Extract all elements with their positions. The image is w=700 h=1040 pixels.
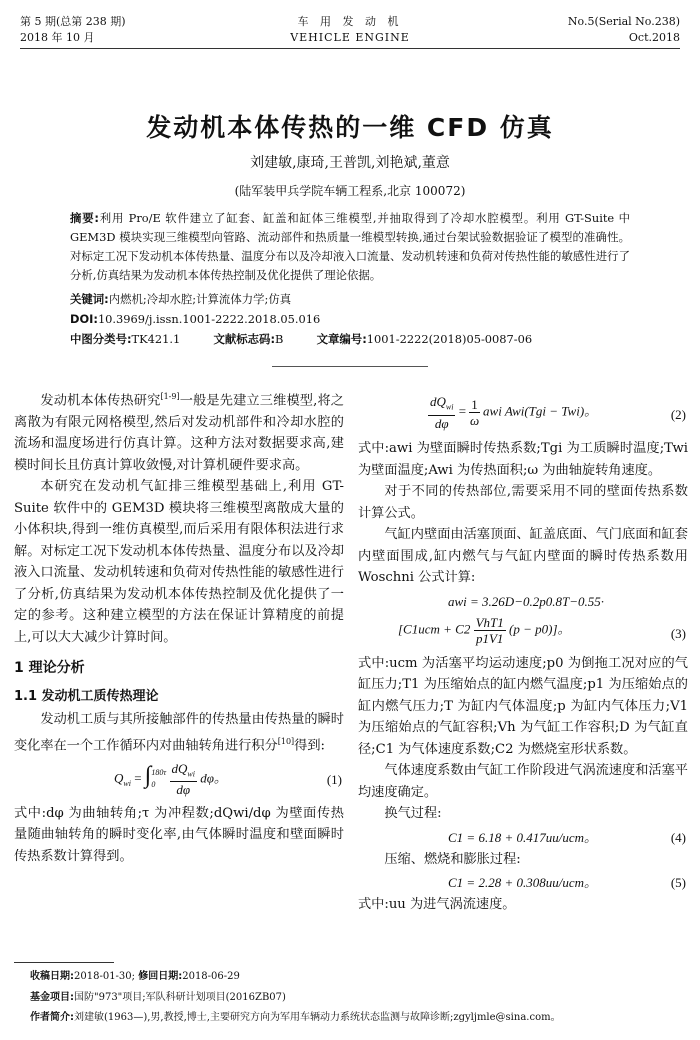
eq2-f-num: 1 — [471, 396, 478, 412]
received-label: 收稿日期: — [30, 971, 74, 982]
eq1-num: dQ — [171, 760, 188, 776]
doi-text: 10.3969/j.issn.1001-2222.2018.05.016 — [97, 312, 321, 326]
date-cn: 2018 年 10 月 — [20, 31, 95, 44]
eq4-body: C1 = 6.18 + 0.417uu/ucm。 — [448, 829, 597, 845]
abstract-label: 摘要: — [70, 211, 99, 225]
intro-paragraph-2: 本研究在发动机气缸排三维模型基础上,利用 GT-Suite 软件中的 GEM3D 模块将三维模型离散成大量的小体积块,得到一维仿真模型,而后采用有限体积法进行求解。对标定工况下发动机本体传热量、温度分布以及冷却液入口流量、发动机转速和负荷对传热性能的敏感性进行了分析,仿真结果为发动机本体传热控制及优化提供了一定的参考。这种建立模型的方法在保证计算精度的前提上,可以大大减少计算时间。 — [14, 479, 344, 645]
citation-1: [1-9] — [160, 392, 180, 401]
citation-10: [10] — [277, 736, 295, 746]
fund-text: 国防"973"项目;军队科研计划项目(2016ZB07) — [74, 992, 286, 1003]
left-column — [14, 386, 344, 867]
paragraph-p9: 气体速度系数由气缸工作阶段进气涡流速度和活塞平均速度确定。 — [358, 763, 688, 800]
theory-paragraph — [14, 709, 344, 756]
received-date: 2018-01-30; — [74, 971, 136, 982]
affiliation: (陆军装甲兵学院车辆工程系,北京 100072) — [234, 184, 466, 198]
eq1-tail: dφ。 — [200, 770, 227, 786]
doc-code-value: B — [275, 332, 284, 346]
keywords — [70, 290, 630, 309]
article-id-value: 1001-2222(2018)05-0087-06 — [366, 332, 533, 346]
paper-title: 发动机本体传热的一维 CFD 仿真 — [146, 113, 554, 142]
article-id-label: 文章编号: — [316, 332, 367, 346]
eq2-number: (2) — [670, 407, 686, 422]
abstract-text: 利用 Pro/E 软件建立了缸套、缸盖和缸体三维模型,并抽取得到了冷却水腔模型。利用 GT-Suite 中 GEM3D 模块实现三维模型向管路、流动部件和热质量一维模型转换,通过台架试验数据验证了模型的准确性。对标定工况下发动机本体传热量、温度分布以及冷却液入口流量、发动机转速和负荷对传热性能的敏感性进行了分析,仿真结果为发动机本体传热控制及优化提供了理论依据。 — [70, 211, 630, 282]
date-en: Oct.2018 — [628, 31, 680, 44]
equation-2 — [358, 392, 688, 438]
eq4-number: (4) — [670, 829, 686, 845]
eq1-integral: ∫ — [144, 762, 152, 789]
eq1-upper: 180τ — [151, 768, 167, 778]
p3-text-a: 发动机工质与其所接触部件的传热量由传热量的瞬时变化率在一个工作循环内对曲轴转角进行积分 — [14, 712, 344, 754]
footnote-divider — [14, 962, 114, 963]
header-right — [568, 14, 680, 46]
p1-text-a: 发动机本体传热研究 — [40, 393, 161, 409]
eq1-number: (1) — [326, 771, 342, 787]
paragraph-p11: 压缩、燃烧和膨胀过程: — [384, 851, 521, 867]
journal-en: VEHICLE ENGINE — [290, 31, 410, 44]
paragraph-p10: 换气过程: — [384, 806, 442, 821]
clc-label: 中图分类号: — [70, 332, 132, 346]
doi-label: DOI: — [70, 312, 98, 326]
doi — [70, 310, 630, 329]
revised-label: 修回日期: — [138, 971, 183, 982]
eq5-body: C1 = 2.28 + 0.308uu/ucm。 — [448, 875, 597, 890]
abstract — [70, 209, 630, 285]
author-bio-text: 刘建敏(1963—),男,教授,博士,主要研究方向为军用车辆动力系统状态监测与故障诊断;zgyljmle@sina.com。 — [74, 1012, 561, 1023]
eq3-f-num: VhT1 — [475, 614, 504, 630]
eq3-number: (3) — [670, 625, 686, 641]
authors: 刘建敏,康琦,王普凯,刘艳斌,董意 — [250, 155, 450, 171]
fund-label: 基金项目: — [30, 992, 74, 1003]
journal-cn: 车 用 发 动 机 — [297, 15, 403, 28]
eq1-lhs: Q — [114, 770, 124, 786]
footnote-dates — [30, 970, 670, 984]
clc-value: TK421.1 — [131, 332, 181, 346]
running-header — [20, 14, 680, 49]
eq5-explanation: 式中:uu 为进气涡流速度。 — [358, 897, 516, 912]
eq3-line-1: awi = 3.26D−0.2p0.8T−0.55· — [448, 593, 604, 609]
equation-3-line-2 — [358, 613, 688, 653]
eq2-num-sub: wi — [445, 402, 454, 412]
eq2-f-den: ω — [469, 412, 480, 428]
eq5-number: (5) — [670, 875, 686, 890]
keywords-text: 内燃机;冷却水腔;计算流体力学;仿真 — [108, 292, 292, 306]
equation-1: $Q_{wi}$ = ∫ 180τ 0 $\frac{dQ_{wi}}{d\varphi}$ dφ。 (1) — [114, 760, 342, 798]
footnote-fund — [30, 991, 670, 1005]
eq3-f-den: p1V1 — [475, 630, 504, 646]
eq1-lhs-sub: wi — [123, 778, 131, 788]
eq3-fraction — [474, 615, 506, 646]
eq1-den: dφ — [176, 782, 191, 798]
keywords-label: 关键词: — [70, 292, 109, 306]
issue-cn: 第 5 期(总第 238 期) — [20, 15, 126, 28]
eq1-explanation: 式中:dφ 为曲轴转角;τ 为冲程数;dQwi/dφ 为壁面传热量随曲轴转角的瞬时变化率,由气体瞬时温度和壁面瞬时传热系数计算得到。 — [14, 805, 344, 864]
revised-date: 2018-06-29 — [182, 971, 240, 982]
eq2-rhs-fraction — [469, 397, 480, 428]
p3-text-b: 得到: — [294, 738, 325, 754]
eq2-rhs: awi Awi(Tgi − Twi)。 — [483, 403, 598, 419]
author-bio-label: 作者简介: — [30, 1012, 74, 1023]
eq1-fraction — [170, 761, 197, 798]
footnote-author — [30, 1011, 670, 1025]
eq1-lower: 0 — [151, 780, 156, 790]
classification-line — [70, 330, 630, 349]
section-heading-1: 1 理论分析 — [14, 660, 85, 677]
equation-3-line-1 — [358, 589, 688, 613]
eq3-postfix: (p − p0)]。 — [509, 620, 571, 636]
right-column — [358, 392, 688, 916]
intro-paragraph-1 — [14, 386, 344, 476]
issue-en: No.5(Serial No.238) — [567, 15, 680, 28]
eq2-explanation: 式中:awi 为壁面瞬时传热系数;Tgi 为工质瞬时温度;Twi 为壁面温度;Awi 为传热面积;ω 为曲轴旋转角速度。 — [358, 441, 688, 478]
abstract-divider — [272, 366, 428, 367]
eq2-den: dφ — [434, 415, 449, 431]
eq2-lhs-fraction — [428, 394, 455, 431]
p1-text-b: 一般是先建立三维模型,将之离散为有限元网格模型,然后对发动机部件和冷却水腔的流场和温度场进行仿真计算。这种方法对数据要求高,建模时间长且仿真计算收敛慢,对计算机硬件要求高。 — [14, 393, 344, 473]
paragraph-p7: 气缸内壁面由活塞顶面、缸盖底面、气门底面和缸套内壁面围成,缸内燃气与气缸内壁面的瞬时传热系数用 Woschni 公式计算: — [358, 527, 688, 585]
equation-4 — [358, 825, 688, 849]
eq2-equals: = — [458, 403, 467, 419]
eq3-prefix: [C1ucm + C2 — [398, 620, 471, 636]
doc-code-label: 文献标志码: — [213, 332, 275, 346]
equation-5 — [358, 870, 688, 894]
section-heading-1-1: 1.1 发动机工质传热理论 — [14, 688, 159, 704]
paragraph-p6: 对于不同的传热部位,需要采用不同的壁面传热系数计算公式。 — [358, 484, 688, 521]
eq1-num-sub: wi — [187, 769, 195, 779]
eq3-explanation: 式中:ucm 为活塞平均运动速度;p0 为倒拖工况对应的气缸压力;T1 为压缩始点的缸内燃气温度;p1 为压缩始点的缸内燃气压力;T 为缸内气体温度;p 为缸内气体压力;V1 为压缩始点的气缸容积;Vh 为气缸工作容积;D 为气缸直径;C1 为气体速度系数;C2 为燃烧室形状系数。 — [358, 655, 688, 757]
eq2-num: dQ — [430, 394, 446, 409]
